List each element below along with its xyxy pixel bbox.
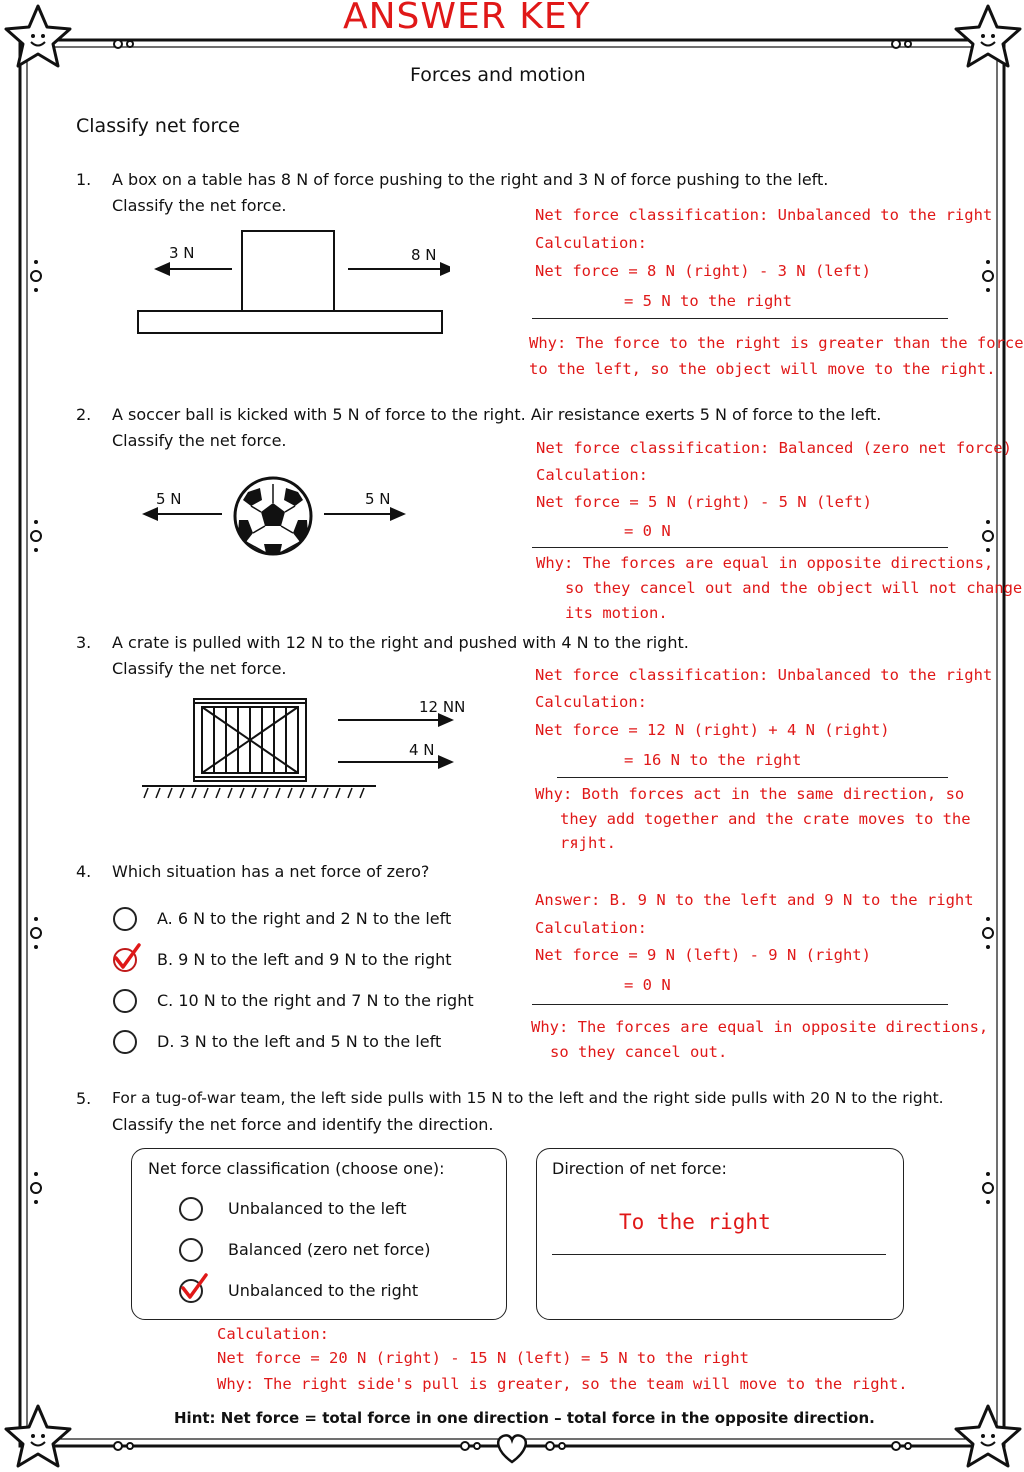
why-line-2: so they cancel out and the object will not change [565, 579, 1023, 597]
question-text: A crate is pulled with 12 N to the right and pushed with 4 N to the right. [112, 633, 689, 652]
force-label-left: 3 N [169, 244, 195, 262]
question-text: For a tug-of-war team, the left side pulls with 15 N to the left and the right side pulls with 20 N to the right. [112, 1089, 944, 1107]
calculation-line-1: Net force = 9 N (left) - 9 N (right) [535, 946, 871, 964]
crate-icon [194, 699, 306, 781]
box-on-table-diagram [130, 225, 450, 337]
calculation-result: = 16 N to the right [624, 751, 802, 769]
calculation-line-1: Net force = 8 N (right) - 3 N (left) [535, 262, 871, 280]
calculation-label: Calculation: [536, 466, 648, 484]
question-prompt: Classify the net force. [112, 431, 287, 450]
why-line-2: so they cancel out. [550, 1043, 728, 1061]
box [242, 231, 334, 311]
check-mark-icon [108, 940, 144, 974]
left-arrow-icon [142, 507, 158, 521]
question-text: Which situation has a net force of zero? [112, 862, 430, 881]
calculation-result: = 0 N [624, 976, 671, 994]
force-label-top: 12 NN [419, 698, 466, 716]
right-arrow-icon [438, 755, 454, 769]
answer-line [532, 318, 948, 319]
soccer-ball-diagram [136, 470, 416, 560]
question-prompt: Classify the net force. [112, 659, 287, 678]
option-b: B. 9 N to the left and 9 N to the right [157, 950, 452, 969]
why-line-3: rяjht. [560, 834, 616, 852]
option-c: C. 10 N to the right and 7 N to the right [157, 991, 474, 1010]
direction-answer-line [552, 1254, 886, 1255]
answer-text: Answer: B. 9 N to the left and 9 N to the right [535, 891, 974, 909]
classification-answer: Net force classification: Balanced (zero net force) [536, 439, 1012, 457]
hint-text: Hint: Net force = total force in one direction – total force in the opposite direction. [174, 1409, 875, 1427]
question-number: 2. [76, 405, 92, 424]
ground-icon [142, 786, 376, 798]
calculation-line-1: Net force = 12 N (right) + 4 N (right) [535, 721, 890, 739]
option-radio-c[interactable] [113, 989, 137, 1013]
direction-answer: To the right [619, 1210, 771, 1234]
why-line-1: Why: The force to the right is greater than the force [529, 334, 1024, 352]
option-d: D. 3 N to the left and 5 N to the left [157, 1032, 442, 1051]
option-balanced: Balanced (zero net force) [228, 1240, 431, 1259]
worksheet-subtitle: Forces and motion [410, 64, 586, 86]
calculation-label: Calculation: [535, 234, 647, 252]
direction-box-title: Direction of net force: [552, 1159, 727, 1178]
option-unbalanced-left: Unbalanced to the left [228, 1199, 407, 1218]
why-line-3: its motion. [565, 604, 668, 622]
why-line-1: Why: Both forces act in the same direction, so [535, 785, 965, 803]
classification-answer: Net force classification: Unbalanced to the right [535, 666, 993, 684]
question-number: 5. [76, 1089, 92, 1108]
calculation-label: Calculation: [535, 919, 647, 937]
soccer-ball-icon [235, 478, 311, 554]
table [138, 311, 442, 333]
option-radio-a[interactable] [113, 907, 137, 931]
option-radio-balanced[interactable] [179, 1238, 203, 1262]
answer-line [532, 547, 948, 548]
why-line-1: Why: The right side's pull is greater, so the team will move to the right. [217, 1375, 908, 1393]
question-text: A soccer ball is kicked with 5 N of force to the right. Air resistance exerts 5 N of force to the left. [112, 405, 882, 424]
calculation-line-1: Net force = 5 N (right) - 5 N (left) [536, 493, 872, 511]
option-radio-unbalanced-left[interactable] [179, 1197, 203, 1221]
right-arrow-icon [390, 507, 406, 521]
option-a: A. 6 N to the right and 2 N to the left [157, 909, 452, 928]
option-unbalanced-right: Unbalanced to the right [228, 1281, 419, 1300]
option-radio-d[interactable] [113, 1030, 137, 1054]
question-prompt: Classify the net force and identify the direction. [112, 1115, 494, 1134]
force-label-right: 5 N [365, 490, 391, 508]
calculation-label: Calculation: [535, 693, 647, 711]
question-prompt: Classify the net force. [112, 196, 287, 215]
classification-answer: Net force classification: Unbalanced to the right [535, 206, 993, 224]
force-label-left: 5 N [156, 490, 182, 508]
answer-line [532, 1004, 948, 1005]
left-arrow-icon [154, 262, 170, 276]
question-text: A box on a table has 8 N of force pushing to the right and 3 N of force pushing to the left. [112, 170, 829, 189]
why-line-2: they add together and the crate moves to the [560, 810, 971, 828]
section-heading: Classify net force [76, 115, 240, 137]
question-number: 1. [76, 170, 92, 189]
question-number: 3. [76, 633, 92, 652]
classification-box-title: Net force classification (choose one): [148, 1159, 445, 1178]
why-line-2: to the left, so the object will move to the right. [529, 360, 996, 378]
force-label-right: 8 N [411, 246, 437, 264]
answer-key-title: ANSWER KEY [343, 0, 591, 37]
check-mark-icon [175, 1270, 211, 1304]
calculation-result: = 5 N to the right [624, 292, 792, 310]
right-arrow-icon [440, 262, 450, 276]
calculation-result: = 0 N [624, 522, 671, 540]
force-label-bottom: 4 N [409, 741, 435, 759]
calculation-line-1: Net force = 20 N (right) - 15 N (left) = 5 N to the right [217, 1349, 749, 1367]
why-line-1: Why: The forces are equal in opposite directions, [531, 1018, 989, 1036]
question-number: 4. [76, 862, 92, 881]
answer-line [557, 777, 948, 778]
why-line-1: Why: The forces are equal in opposite directions, [536, 554, 994, 572]
calculation-label: Calculation: [217, 1325, 329, 1343]
